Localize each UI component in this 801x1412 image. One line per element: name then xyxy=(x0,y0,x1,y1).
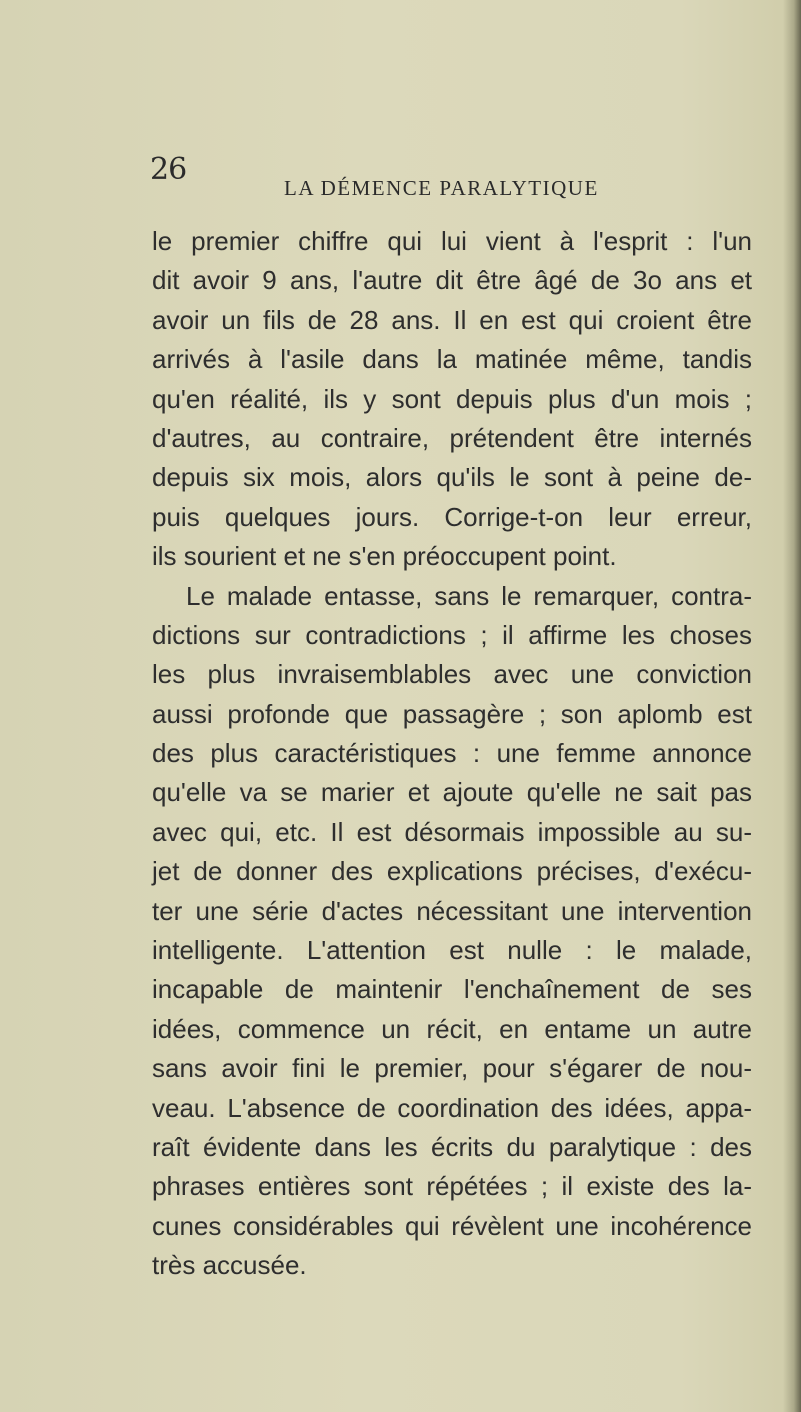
text-line: jet de donner des explications précises, d'exécu- xyxy=(152,856,752,887)
page-edge-shadow xyxy=(783,0,801,1412)
text-line: veau. L'absence de coordination des idées, appa- xyxy=(152,1092,752,1123)
text-line: avoir un fils de 28 ans. Il en est qui croient être xyxy=(152,304,752,335)
text-line: idées, commence un récit, en entame un autre xyxy=(152,1013,752,1044)
text-line: arrivés à l'asile dans la matinée même, tandis xyxy=(152,344,752,375)
text-line: dit avoir 9 ans, l'autre dit être âgé de 3o ans et xyxy=(152,265,752,296)
text-line: puis quelques jours. Corrige-t-on leur erreur, xyxy=(152,501,752,532)
body-text xyxy=(152,222,752,1286)
page-number: 26 xyxy=(150,152,187,187)
text-line: ils sourient et ne s'en préoccupent point. xyxy=(152,541,617,572)
text-line: depuis six mois, alors qu'ils le sont à peine de- xyxy=(152,462,752,493)
running-title: LA DÉMENCE PARALYTIQUE xyxy=(284,176,599,200)
text-line: cunes considérables qui révèlent une incohérence xyxy=(152,1210,752,1241)
text-line: d'autres, au contraire, prétendent être internés xyxy=(152,422,752,453)
text-line: ter une série d'actes nécessitant une intervention xyxy=(152,895,752,926)
text-line: très accusée. xyxy=(152,1250,307,1281)
text-line: incapable de maintenir l'enchaînement de ses xyxy=(152,974,752,1005)
text-line: phrases entières sont répétées ; il existe des la- xyxy=(152,1171,752,1202)
text-line: dictions sur contradictions ; il affirme les choses xyxy=(152,619,752,650)
text-line: sans avoir fini le premier, pour s'égarer de nou- xyxy=(152,1053,752,1084)
text-line: raît évidente dans les écrits du paralytique : des xyxy=(152,1131,752,1162)
text-line: qu'en réalité, ils y sont depuis plus d'un mois ; xyxy=(152,383,752,414)
text-line: Le malade entasse, sans le remarquer, contra- xyxy=(186,580,752,611)
text-line: aussi profonde que passagère ; son aplomb est xyxy=(152,698,752,729)
text-line: qu'elle va se marier et ajoute qu'elle ne sait pas xyxy=(152,777,752,808)
text-line: avec qui, etc. Il est désormais impossible au su- xyxy=(152,816,752,847)
text-line: le premier chiffre qui lui vient à l'esprit : l'un xyxy=(152,226,752,256)
text-line: intelligente. L'attention est nulle : le malade, xyxy=(152,935,752,966)
text-line: les plus invraisemblables avec une conviction xyxy=(152,659,752,690)
text-line: des plus caractéristiques : une femme annonce xyxy=(152,738,752,769)
